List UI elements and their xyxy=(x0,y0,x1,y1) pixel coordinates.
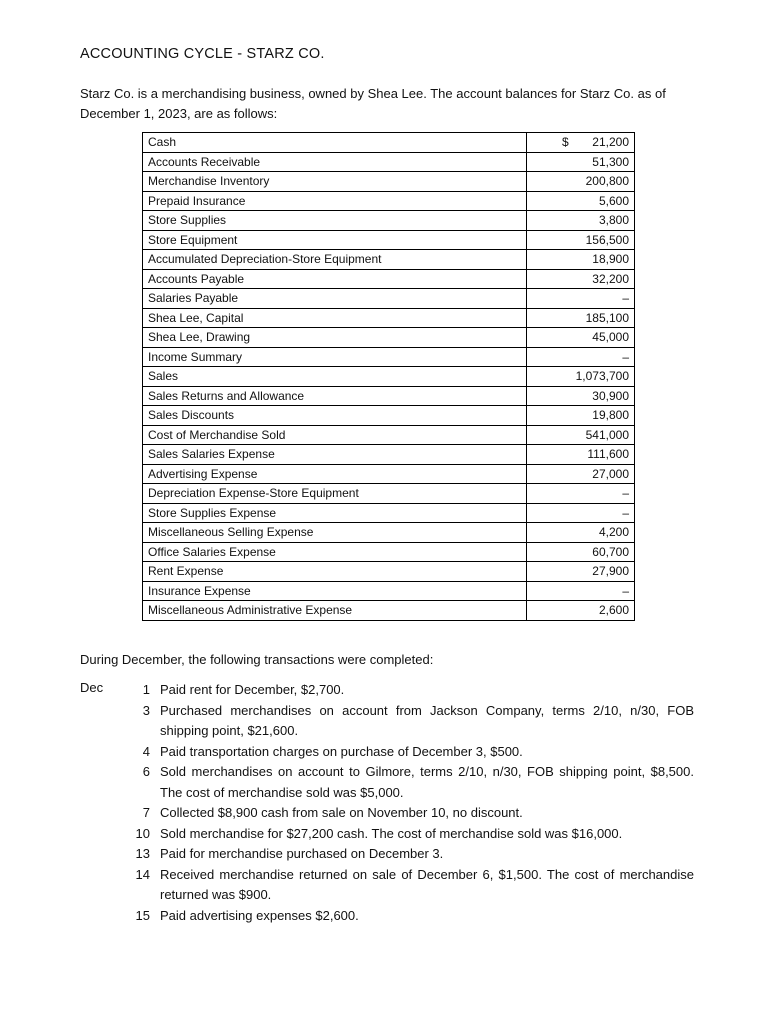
currency-symbol xyxy=(532,153,562,171)
currency-symbol xyxy=(532,484,562,502)
table-row xyxy=(143,523,635,543)
table-row xyxy=(143,601,635,621)
table-row xyxy=(143,133,635,153)
account-amount-cell xyxy=(527,328,635,348)
document-title: ACCOUNTING CYCLE - STARZ CO. xyxy=(80,46,325,62)
transaction-item xyxy=(128,803,694,824)
account-name: Depreciation Expense-Store Equipment xyxy=(143,484,527,504)
account-name: Store Supplies Expense xyxy=(143,503,527,523)
table-row xyxy=(143,347,635,367)
account-amount: 60,700 xyxy=(592,544,629,559)
account-amount: 111,600 xyxy=(587,447,629,462)
account-amount: 21,200 xyxy=(592,135,629,150)
currency-symbol xyxy=(532,426,562,444)
transaction-day: 15 xyxy=(135,907,150,923)
account-name: Miscellaneous Administrative Expense xyxy=(143,601,527,621)
table-row xyxy=(143,172,635,192)
table-row xyxy=(143,191,635,211)
account-amount: 45,000 xyxy=(592,330,629,345)
currency-symbol xyxy=(532,192,562,210)
account-amount-cell xyxy=(527,347,635,367)
transaction-day: 13 xyxy=(135,846,150,861)
account-amount: 185,100 xyxy=(585,310,629,325)
table-row xyxy=(143,425,635,445)
account-amount-cell xyxy=(527,425,635,445)
transaction-item xyxy=(128,762,694,803)
account-name: Advertising Expense xyxy=(143,464,527,484)
transaction-day: 7 xyxy=(142,805,150,820)
currency-symbol xyxy=(532,406,562,424)
transactions-list xyxy=(128,680,694,926)
account-name: Sales Discounts xyxy=(143,406,527,426)
account-name: Insurance Expense xyxy=(143,581,527,601)
table-row xyxy=(143,562,635,582)
account-name: Store Equipment xyxy=(143,230,527,250)
currency-symbol xyxy=(532,523,562,541)
account-amount: 156,500 xyxy=(585,232,629,247)
transaction-description: Purchased merchandises on account from Jackson Company, terms 2/10, n/30, FOB shipping point, $21,600. xyxy=(160,702,694,738)
transaction-day: 14 xyxy=(135,866,150,882)
account-amount-cell xyxy=(527,581,635,601)
account-amount-cell xyxy=(527,562,635,582)
currency-symbol xyxy=(532,387,562,405)
account-name: Accounts Receivable xyxy=(143,152,527,172)
transaction-day: 1 xyxy=(142,682,150,697)
account-name: Accounts Payable xyxy=(143,269,527,289)
table-row xyxy=(143,445,635,465)
account-name: Cost of Merchandise Sold xyxy=(143,425,527,445)
account-name: Store Supplies xyxy=(143,211,527,231)
account-amount: 5,600 xyxy=(598,193,629,208)
transaction-description: Collected $8,900 cash from sale on November 10, no discount. xyxy=(160,805,523,820)
transaction-description: Sold merchandises on account to Gilmore, terms 2/10, n/30, FOB shipping point, $8,500. The cost of merchandise sold was $5,000. xyxy=(160,764,694,800)
account-amount: 2,600 xyxy=(598,603,629,618)
transaction-description: Paid advertising expenses $2,600. xyxy=(160,907,359,923)
account-amount-cell xyxy=(527,230,635,250)
transaction-day: 3 xyxy=(142,702,150,718)
account-amount: – xyxy=(622,486,629,501)
account-name: Prepaid Insurance xyxy=(143,191,527,211)
account-amount-cell xyxy=(527,211,635,231)
account-amount-cell xyxy=(527,308,635,328)
table-row xyxy=(143,386,635,406)
account-name: Accumulated Depreciation-Store Equipment xyxy=(143,250,527,270)
account-amount: 19,800 xyxy=(592,408,629,423)
account-name: Sales Returns and Allowance xyxy=(143,386,527,406)
account-name: Merchandise Inventory xyxy=(143,172,527,192)
account-name: Shea Lee, Drawing xyxy=(143,328,527,348)
account-amount-cell xyxy=(527,386,635,406)
account-amount-cell xyxy=(527,367,635,387)
account-amount-cell xyxy=(527,269,635,289)
account-amount: 27,000 xyxy=(592,466,629,481)
currency-symbol xyxy=(532,250,562,268)
currency-symbol xyxy=(532,289,562,307)
transaction-description: Received merchandise returned on sale of December 6, $1,500. The cost of merchandise returned was $900. xyxy=(160,866,694,902)
table-row xyxy=(143,464,635,484)
currency-symbol xyxy=(532,348,562,366)
account-amount: 51,300 xyxy=(592,154,629,169)
table-row xyxy=(143,308,635,328)
intro-paragraph: Starz Co. is a merchandising business, owned by Shea Lee. The account balances for Starz Co. as of December 1, 2023, are as follows: xyxy=(80,86,666,121)
currency-symbol xyxy=(532,172,562,190)
account-amount: 3,800 xyxy=(598,213,629,228)
table-row xyxy=(143,289,635,309)
currency-symbol xyxy=(532,504,562,522)
currency-symbol xyxy=(532,270,562,288)
account-amount: 18,900 xyxy=(592,252,629,267)
account-balances-table xyxy=(142,132,635,621)
account-amount-cell xyxy=(527,464,635,484)
account-amount: 32,200 xyxy=(592,271,629,286)
currency-symbol xyxy=(532,582,562,600)
currency-symbol xyxy=(532,601,562,619)
account-name: Rent Expense xyxy=(143,562,527,582)
account-amount-cell xyxy=(527,289,635,309)
table-row xyxy=(143,406,635,426)
account-amount-cell xyxy=(527,191,635,211)
account-amount: – xyxy=(622,349,629,364)
table-row xyxy=(143,367,635,387)
transaction-day: 4 xyxy=(142,743,150,759)
transaction-day: 6 xyxy=(142,764,150,779)
account-amount: 30,900 xyxy=(592,388,629,403)
account-amount-cell xyxy=(527,133,635,153)
account-amount: – xyxy=(622,505,629,520)
account-name: Salaries Payable xyxy=(143,289,527,309)
currency-symbol xyxy=(532,562,562,580)
currency-symbol xyxy=(532,328,562,346)
account-amount: 4,200 xyxy=(598,525,629,540)
account-name: Income Summary xyxy=(143,347,527,367)
account-amount-cell xyxy=(527,503,635,523)
transactions-intro: During December, the following transactions were completed: xyxy=(80,652,434,667)
transaction-description: Paid rent for December, $2,700. xyxy=(160,682,345,697)
transaction-item xyxy=(128,906,694,927)
table-row xyxy=(143,230,635,250)
account-amount: 27,900 xyxy=(592,564,629,579)
account-amount: – xyxy=(622,291,629,306)
account-amount: – xyxy=(622,583,629,598)
currency-symbol xyxy=(532,231,562,249)
table-row xyxy=(143,484,635,504)
account-name: Cash xyxy=(143,133,527,153)
account-name: Sales xyxy=(143,367,527,387)
table-row xyxy=(143,269,635,289)
transaction-description: Paid transportation charges on purchase of December 3, $500. xyxy=(160,743,523,759)
table-row xyxy=(143,503,635,523)
table-row xyxy=(143,250,635,270)
transaction-description: Sold merchandise for $27,200 cash. The cost of merchandise sold was $16,000. xyxy=(160,825,623,841)
transactions-month: Dec xyxy=(80,680,104,695)
currency-symbol xyxy=(532,211,562,229)
account-name: Office Salaries Expense xyxy=(143,542,527,562)
currency-symbol xyxy=(532,367,562,385)
transaction-item xyxy=(128,824,694,845)
table-row xyxy=(143,152,635,172)
transaction-item xyxy=(128,701,694,742)
transaction-item xyxy=(128,844,694,865)
currency-symbol xyxy=(532,465,562,483)
currency-symbol: $ xyxy=(562,135,569,150)
account-name: Miscellaneous Selling Expense xyxy=(143,523,527,543)
account-name: Sales Salaries Expense xyxy=(143,445,527,465)
transaction-item xyxy=(128,742,694,763)
account-amount: 200,800 xyxy=(585,174,629,189)
table-row xyxy=(143,328,635,348)
account-amount-cell xyxy=(527,484,635,504)
account-amount-cell xyxy=(527,542,635,562)
account-amount-cell xyxy=(527,601,635,621)
account-amount: 541,000 xyxy=(585,427,629,442)
table-row xyxy=(143,581,635,601)
account-amount-cell xyxy=(527,250,635,270)
account-amount-cell xyxy=(527,523,635,543)
account-amount-cell xyxy=(527,152,635,172)
account-amount-cell xyxy=(527,445,635,465)
account-amount-cell xyxy=(527,172,635,192)
transaction-day: 10 xyxy=(135,825,150,841)
account-amount-cell xyxy=(527,406,635,426)
currency-symbol xyxy=(532,445,562,463)
transaction-description: Paid for merchandise purchased on December 3. xyxy=(160,846,444,861)
account-name: Shea Lee, Capital xyxy=(143,308,527,328)
account-amount: 1,073,700 xyxy=(575,369,629,384)
currency-symbol xyxy=(532,309,562,327)
table-row xyxy=(143,211,635,231)
table-row xyxy=(143,542,635,562)
transaction-item xyxy=(128,865,694,906)
transaction-item xyxy=(128,680,694,701)
currency-symbol xyxy=(532,543,562,561)
